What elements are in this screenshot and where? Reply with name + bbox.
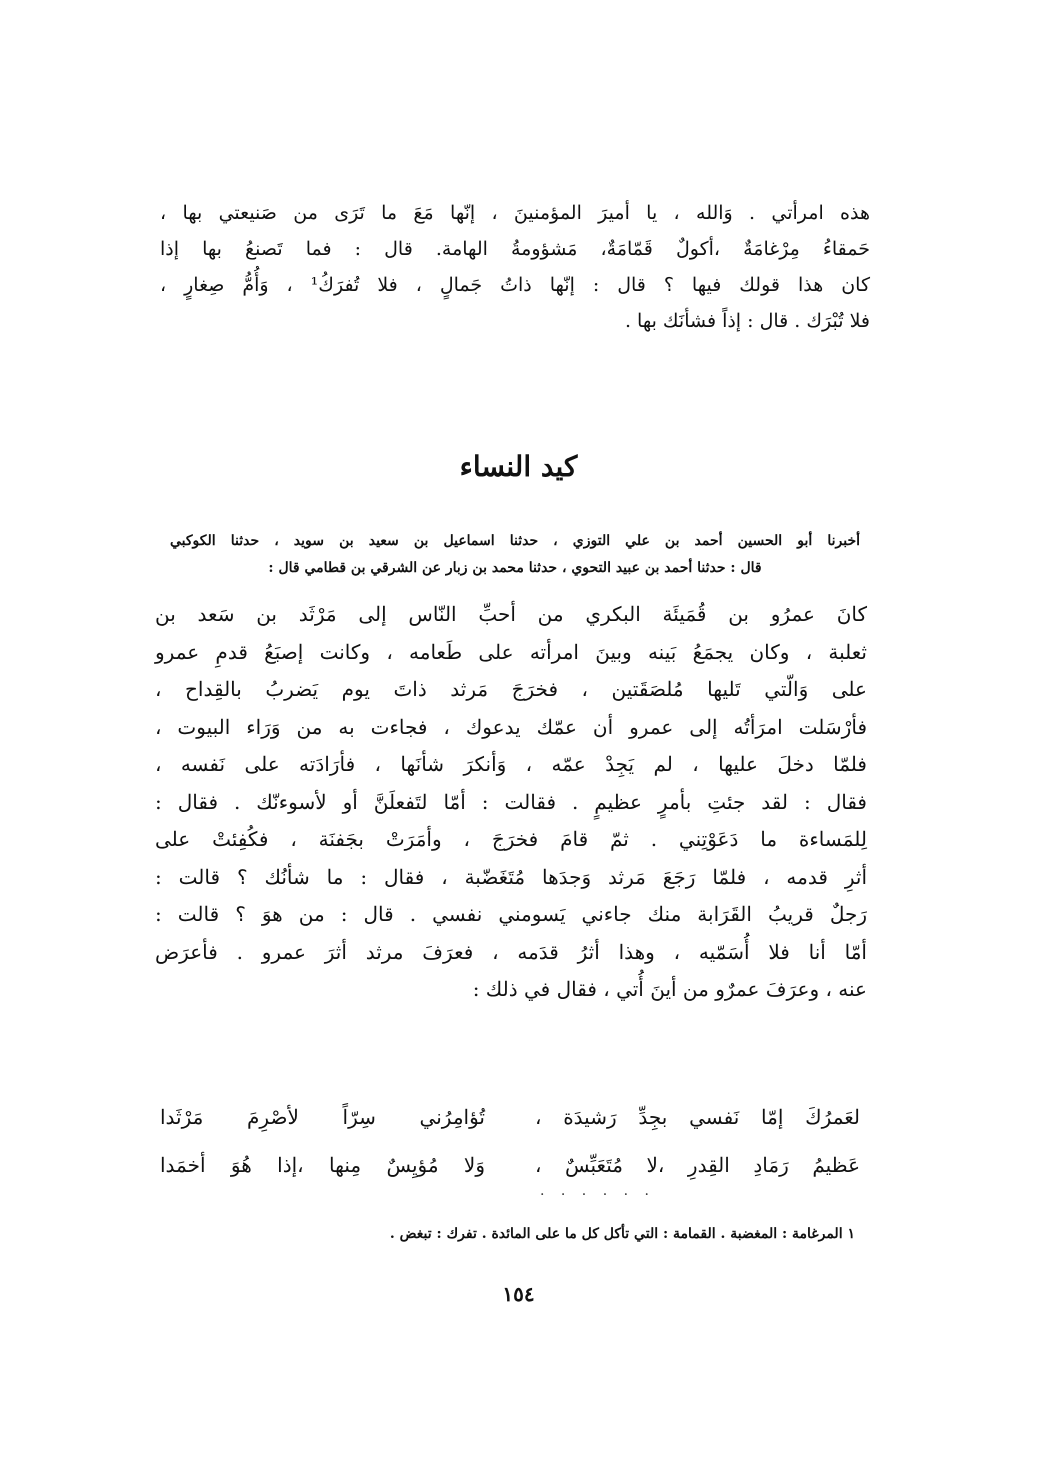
story-line: على وَالّتي تَليها مُلصَقَتين ، فخرَجَ مَرثد ذاتَ يوم يَضربُ بالقِداح ، (155, 677, 867, 701)
intro-line: هذه امرأتي . وَالله ، يا أميرَ المؤمنينَ ، إنّها مَعَ ما تَرَى من صَنيعتي بها ، (160, 202, 870, 224)
intro-line: فلا تُبْرَك . قال : إذاً فشأنَك بها . (624, 310, 870, 332)
isnad-line: أخبرنا أبو الحسين أحمد بن علي التوزي ، حدثنا اسماعيل بن سعيد بن سويد ، حدثنا الكوكبي (170, 533, 860, 549)
section-title: كيد النساء (459, 450, 578, 483)
isnad-chain (170, 528, 860, 582)
continuation-dots: . . . . . . (540, 1183, 655, 1199)
intro-paragraph (160, 195, 870, 339)
poem-verse (160, 1105, 860, 1153)
story-line: لِلمَساءة ما دَعَوْتِني . ثمّ قامَ فخرَجَ ، وأمَرَتْ بجَفنَة ، فكُفِئتْ على (155, 827, 867, 851)
story-line: ثعلبة ، وكان يجمَعُ بَينه وبينَ امرأته على طَعامه ، وكانت إصبَعُ قدمِ عمرو (155, 639, 867, 664)
story-line: أمّا أنا فلا أُسَمّيه ، وهذا أثرُ قدَمه ، فعرَفَ مرثد أثرَ عمرو . فأعرَض (155, 939, 867, 964)
page-number: ١٥٤ (502, 1282, 535, 1306)
isnad-line: قال : حدثنا أحمد بن عبيد التحوي ، حدثنا محمد بن زبار عن الشرقي بن قطامي قال : (268, 560, 762, 576)
story-line: فقال : لقد جئتِ بأمرٍ عظيمٍ . فقالت : أمّا لتَفعلَنَّ أو لأسوءنّك . فقال : (155, 789, 867, 814)
poem (160, 1105, 860, 1201)
verse-first-hemistich: لعَمرُكَ إمّا نَفسي بجِدِّ رَشيدَة ، (535, 1105, 860, 1129)
verse-second-hemistich: تُؤامِرُني سِرّاً لأصْرِمَ مَرْثَدا (160, 1105, 485, 1129)
story-line: أثرِ قدمه ، فلمّا رَجَعَ مَرثد وَجدَها مُتَغَضّبة ، فقال : ما شأنُك ؟ قالت : (155, 864, 867, 889)
story-line: فأرْسَلت امرَأتُه إلى عمرو أن عمّك يدعوك ، فجاءت به من وَرَاء البيوت ، (155, 714, 867, 739)
intro-line: حَمقاءُ مِرْغامَةٌ ،أكولٌ قَمّامَةٌ، مَشؤومةُ الهامة. قال : فما تَصنعُ بها إذا (160, 238, 870, 260)
story-line: فلمّا دخلَ عليها ، لم يَجِدْ عمّه ، وَأنكرَ شأنَها ، فأرَادَته على نَفسه ، (155, 752, 867, 776)
verse-first-hemistich: عَظيمُ رَمَادِ القِدرِ ،لا مُتَعَبِّسٌ ، (535, 1153, 860, 1177)
footnote: ١ المرغامة : المغضبة . القمامة : التي تأكل كل ما على المائدة . تفرك : تبغض . (389, 1226, 855, 1242)
story-line: عنه ، وعرَفَ عمرٌو من أينَ أُتي ، فقال في ذلك : (472, 977, 867, 1001)
story-paragraph (155, 596, 867, 1009)
story-line: كانَ عمرُو بن قُمَيئَة البكري من أحبِّ النّاس إلى مَرْثَد بن سَعد بن (155, 602, 867, 626)
intro-line: كان هذا قولك فيها ؟ قال : إنّها ذاتُ جَمالٍ ، فلا تُفرَكُ¹ ، وَأُمُّ صِغارٍ ، (160, 274, 870, 296)
story-line: رَجلٌ قريبُ القَرَابة منك جاءني يَسومني نفسي . قال : من هوَ ؟ قالت : (155, 902, 867, 926)
poem-verse (160, 1153, 860, 1201)
verse-second-hemistich: وَلا مُؤيِسٌ مِنها ،إذا هُوَ أخمَدا (160, 1153, 485, 1177)
